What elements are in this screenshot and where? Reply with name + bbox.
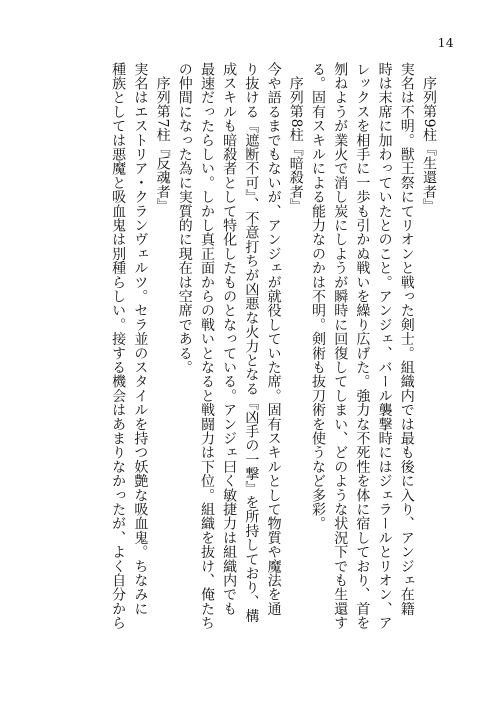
text-line: 今や語るまでもないが、アンジェが就役していた席。固有スキルとして物質や魔法を通 [265,62,282,616]
text-line: り抜ける『遮断不可』、不意打ちが凶悪な火力となる『凶手の一撃』を所持しており、構 [243,62,260,623]
text-line: の仲間になった為に実質的に現在は空席である。 [176,62,193,375]
text-line: 種族としては悪魔と吸血鬼は別種らしい。接する機会はあまりなかったが、よく自分から [110,62,127,630]
text-line: 成スキルも暗殺者として特化したものとなっている。アンジェ曰く敏捷力は組織内でも [221,62,238,616]
text-line: る。固有スキルによる能力なのかは不明。剣術も抜刀術を使うなど多彩。 [309,62,326,531]
heading-seventh-pillar: 序列第7柱『反魂者』 [154,76,171,213]
text-line: レックスを相手に一歩も引かぬ戦いを繰り広げた。強力な不死性を体に宿しており、首を [354,62,371,630]
text-line: 実名はエストリア・クランヴェルツ。セラ並のスタイルを持つ妖艶な吸血鬼。ちなみに [132,62,149,616]
text-line: 実名は不明。獣王祭にてリオンと戦った剣士。組織内では最も後に入り、アンジェ在籍 [398,62,415,616]
text-line: 刎ねようが業火で消し炭にしようが瞬時に回復してしまい、どのような状況下でも生還す [332,62,349,630]
vertical-text-body [107,62,440,662]
heading-ninth-pillar: 序列第9柱『生還者』 [421,76,437,213]
text-line: 時は末席に加わっていたとのこと。アンジェ、バール襲撃時にはジェラールとリオン、ア [376,62,393,630]
heading-eighth-pillar: 序列第8柱『暗殺者』 [287,76,304,213]
page-number: 14 [437,36,454,50]
text-line: 最速だったらしい。しかし真正面からの戦いとなると戦闘力は下位。組織を抜け、俺たち [198,62,215,630]
